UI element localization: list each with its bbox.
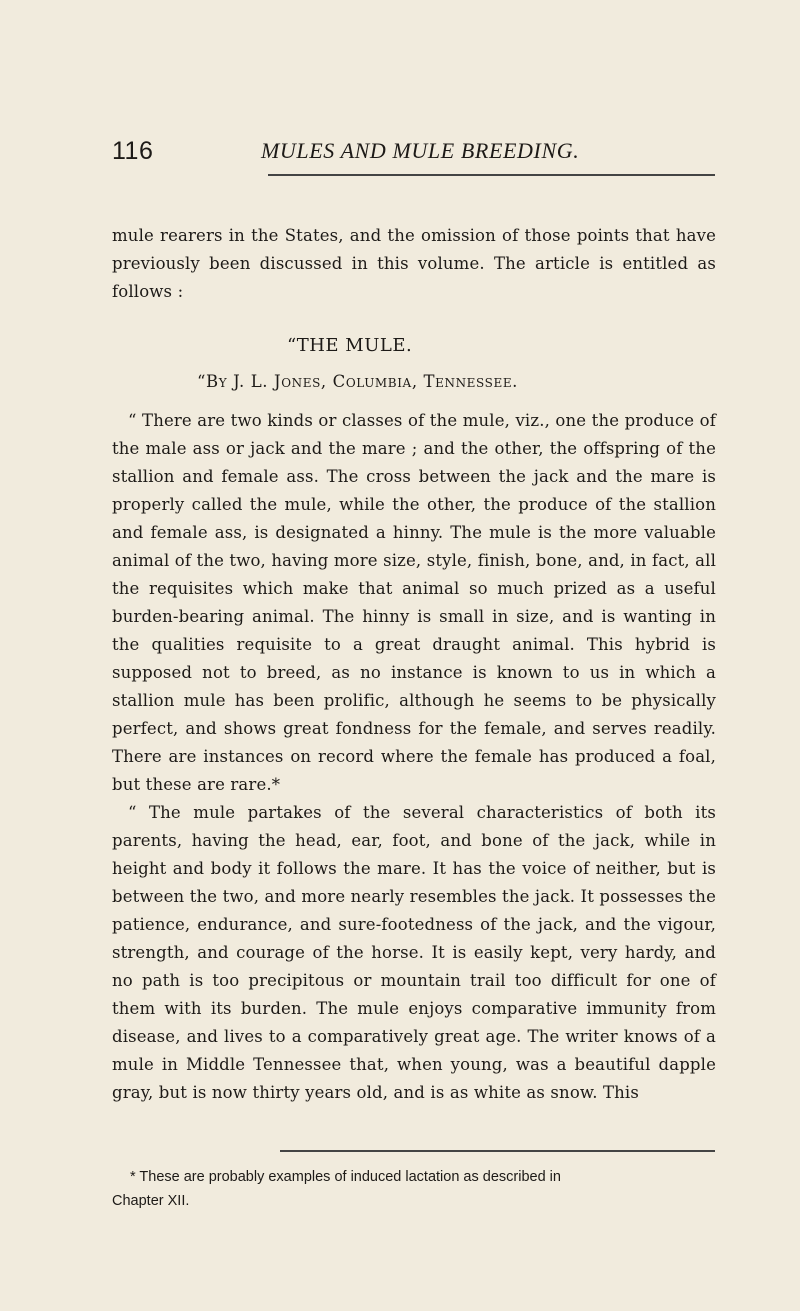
footnote (112, 1165, 716, 1213)
body-text (112, 222, 716, 1107)
running-title: MULES AND MULE BREEDING. (261, 138, 580, 163)
intro-paragraph: mule rearers in the States, and the omission of those points that have previously been discussed in this volume. The article is entitled as follows : (112, 226, 716, 301)
paragraph-2: “ The mule partakes of the several characteristics of both its parents, having the head, ear, foot, and bone of the jack, while in height and body it follows the mare. It has the voice of neither, but is between the two, and more nearly resembles the jack. It possesses the patience, endurance, and sure-footedness of the jack, and the vigour, strength, and courage of the horse. It is easily kept, very hardy, and no path is too precipitous or mountain trail too difficult for one of them with its burden. The mule enjoys comparative immunity from disease, and lives to a comparatively great age. The writer knows of a mule in Middle Tennessee that, when young, was a beautiful dapple gray, but is now thirty years old, and is as white as snow. This (112, 803, 716, 1102)
footnote-line-2: Chapter XII. (112, 1193, 190, 1209)
footnote-line-1: * These are probably examples of induced lactation as described in (130, 1169, 561, 1185)
header-rule (268, 174, 715, 176)
paragraph-1: “ There are two kinds or classes of the mule, viz., one the produce of the male ass or jack and the mare ; and the other, the offspring of the stallion and female ass. The cross between the jack and the mare is properly called the mule, while the other, the produce of the stallion and female ass, is designated a hinny. The mule is the more valuable animal of the two, having more size, style, finish, bone, and, in fact, all the requisites which make that animal so much prized as a useful burden-bearing animal. The hinny is small in size, and is wanting in the qualities requisite to a great draught animal. This hybrid is supposed not to breed, as no instance is known to us in which a stallion mule has been prolific, although he seems to be physically perfect, and shows great fondness for the female, and serves readily. There are instances on record where the female has produced a foal, but these are rare.* (112, 411, 716, 794)
article-byline: “By J. L. Jones, Columbia, Tennessee. (197, 372, 519, 391)
footnote-rule (280, 1150, 715, 1152)
page-header (112, 137, 672, 177)
article-title: “THE MULE. (287, 335, 413, 356)
page-number: 116 (112, 137, 154, 165)
